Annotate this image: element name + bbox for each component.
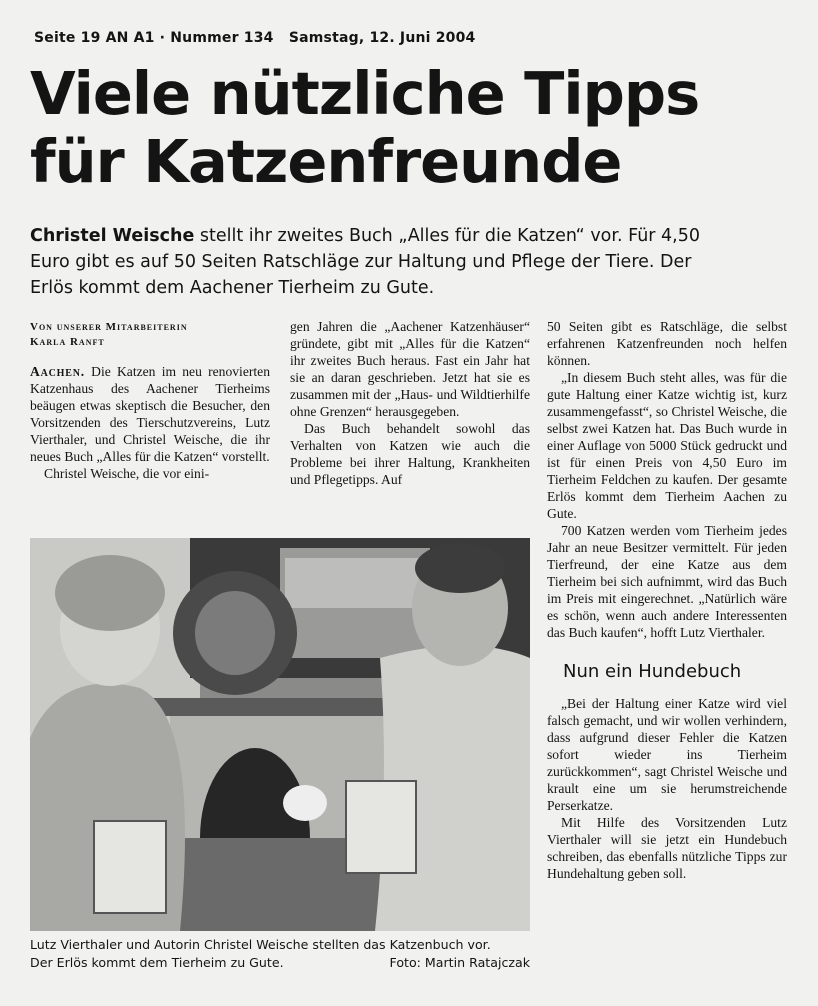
article-column-2 — [290, 318, 530, 488]
subhead-name: Christel Weische — [30, 226, 195, 246]
subhead-text: stellt ihr zweites Buch „Alles für die Katzen“ vor. Für 4,50 Euro gibt es auf 50 Seiten Ratschläge zur Haltung und Pflege der Tiere. Der Erlös kommt dem Aachener Tierheim zu Gute. — [30, 226, 701, 298]
paragraph: 700 Katzen werden vom Tierheim jedes Jahr an neue Besitzer vermittelt. Für jeden Tierfreund, der eine Katze aus dem Tierheim bei sich aufnimmt, wird das Buch im Preis mit eingerechnet. „Natürlich wäre es schön, wenn auch andere Interessenten das Buch kaufen“, hofft Lutz Vierthaler. — [547, 523, 787, 640]
paragraph: Christel Weische, die vor eini- — [44, 466, 210, 481]
photo-credit: Foto: Martin Ratajczak — [389, 955, 530, 970]
paragraph: „In diesem Buch steht alles, was für die gute Haltung einer Katze wichtig ist, kurz zusammengefasst“, so Christel Weische, die selbst zwei Katzen hat. Das Buch wurde in einer Auflage von 5000 Stück gedruckt und ist für einen Preis von 4,50 Euro im Tierheim Feldchen zu kaufen. Der gesamte Erlös kommt dem Tierheim Aachen zu Gute. — [547, 370, 787, 521]
photo-caption — [30, 936, 536, 972]
subheadline — [30, 223, 730, 301]
paragraph: Mit Hilfe des Vorsitzenden Lutz Vierthaler will sie jetzt ein Hundebuch schreiben, das ebenfalls nützliche Tipps zur Hundehaltung geben soll. — [547, 815, 787, 881]
section-subheading: Nun ein Hundebuch — [563, 661, 742, 682]
article-column-1 — [30, 320, 270, 482]
dateline: Aachen. — [30, 364, 85, 379]
photo-illustration — [30, 538, 530, 931]
author-byline — [30, 320, 270, 349]
headline-line-1: Viele nützliche Tipps — [30, 59, 700, 128]
paragraph: gen Jahren die „Aachener Katzenhäuser“ gründete, gibt mit „Alles für die Katzen“ ihr zweites Buch heraus. Fast ein Jahr hat sie an daran geschrieben. Jetzt hat sie es zusammen mit der „Haus- und Wildtierhilfe ohne Grenzen“ herausgegeben. — [290, 319, 530, 419]
article-photo — [30, 538, 530, 931]
caption-line-1: Lutz Vierthaler und Autorin Christel Weische stellten das Katzenbuch vor. — [30, 937, 491, 952]
author-line-2: Karla Ranft — [30, 335, 105, 348]
headline-line-2: für Katzenfreunde — [30, 127, 622, 196]
article-column-3 — [547, 318, 787, 882]
paragraph-text: Die Katzen im neu renovierten Katzenhaus des Aachener Tierheims beäugen etwas skeptisch die Besucher, den Vorsitzenden des Tierschutzvereins, Lutz Vierthaler, und Christel Weische, die ihr neues Buch „Alles für die Katzen“ vorstellt. — [30, 364, 270, 464]
headline — [30, 60, 790, 196]
masthead-line: Seite 19 AN A1 · Nummer 134 Samstag, 12. Juni 2004 — [34, 30, 476, 46]
paragraph: Das Buch behandelt sowohl das Verhalten von Katzen wie auch die Probleme bei ihrer Haltung, Krankheiten und Pflegetipps. Auf — [290, 421, 530, 487]
paragraph: „Bei der Haltung einer Katze wird viel falsch gemacht, und wir wollen verhindern, dass aufgrund dieser Fehler die Katzen sofort wieder ins Tierheim zurückkommen“, sagt Christel Weische und krault eine um sie herumstreichende Perserkatze. — [547, 696, 787, 813]
paragraph: 50 Seiten gibt es Ratschläge, die selbst erfahrenen Katzenfreunden noch helfen können. — [547, 319, 787, 368]
caption-line-2: Der Erlös kommt dem Tierheim zu Gute. — [30, 955, 284, 970]
paragraph — [30, 363, 270, 465]
author-line-1: Von unserer Mitarbeiterin — [30, 321, 188, 333]
